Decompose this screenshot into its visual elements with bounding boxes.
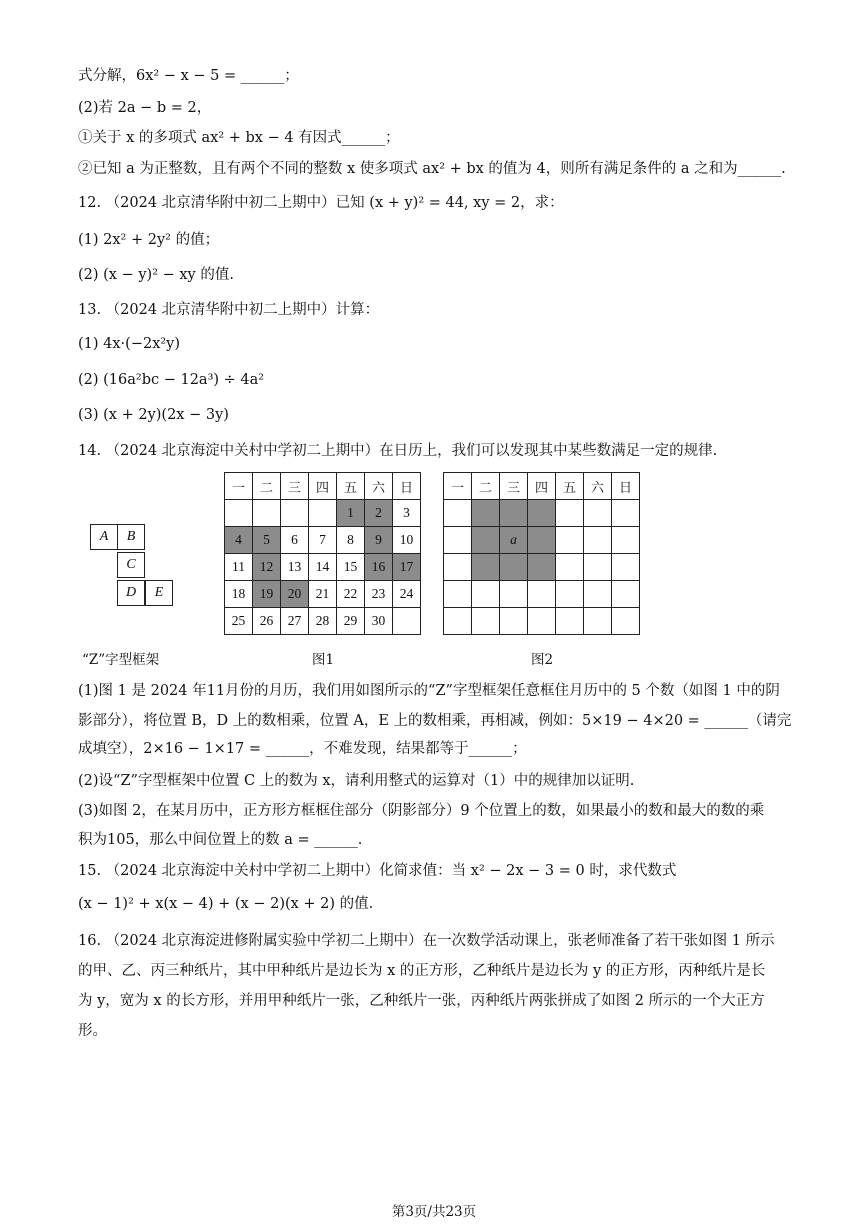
weekday-header: 三 bbox=[500, 473, 528, 500]
weekday-header: 一 bbox=[444, 473, 472, 500]
question-14-part-3-a: (3)如图 2，在某月历中，正方形方框框住部分（阴影部分）9 个位置上的数，如果最小的数和最大的数的乘 bbox=[78, 803, 765, 819]
question-16-a: 16. （2024 北京海淀进修附属实验中学初二上期中）在一次数学活动课上，张老师准备了若干张如图 1 所示 bbox=[78, 933, 775, 949]
z-cell-d: D bbox=[117, 580, 145, 606]
center-cell-a: a bbox=[500, 527, 528, 554]
text-line-3: ①关于 x 的多项式 ax² + bx − 4 有因式______； bbox=[78, 130, 400, 146]
question-16-b: 的甲、乙、丙三种纸片，其中甲种纸片是边长为 x 的正方形，乙种纸片是边长为 y 的正方形，丙种纸片是长 bbox=[78, 963, 766, 979]
day-cell bbox=[444, 608, 472, 635]
day-cell bbox=[584, 554, 612, 581]
question-14-part-1-a: (1)图 1 是 2024 年11月份的月历，我们用如图所示的“Z”字型框架任意框住月历中的 5 个数（如图 1 中的阴 bbox=[78, 683, 780, 699]
question-14: 14. （2024 北京海淀中关村中学初二上期中）在日历上，我们可以发现其中某些数满足一定的规律. bbox=[78, 443, 718, 459]
day-cell bbox=[444, 527, 472, 554]
day-cell bbox=[556, 500, 584, 527]
day-cell-shaded: 5 bbox=[253, 527, 281, 554]
day-cell: 30 bbox=[365, 608, 393, 635]
weekday-header: 五 bbox=[556, 473, 584, 500]
weekday-header: 六 bbox=[365, 473, 393, 500]
weekday-header: 二 bbox=[472, 473, 500, 500]
day-cell-shaded: 19 bbox=[253, 581, 281, 608]
question-14-part-1-c: 成填空），2×16 − 1×17 = ______，不难发现，结果都等于______； bbox=[78, 741, 527, 757]
day-cell bbox=[253, 500, 281, 527]
day-cell bbox=[584, 581, 612, 608]
question-15-b: (x − 1)² + x(x − 4) + (x − 2)(x + 2) 的值. bbox=[78, 896, 374, 912]
day-cell bbox=[612, 554, 640, 581]
day-cell bbox=[472, 581, 500, 608]
weekday-header: 三 bbox=[281, 473, 309, 500]
question-12: 12. （2024 北京清华附中初二上期中）已知 (x + y)² = 44, xy = 2，求： bbox=[78, 195, 564, 211]
question-13-part-3: (3) (x + 2y)(2x − 3y) bbox=[78, 407, 229, 423]
question-13-part-1: (1) 4x·(−2x²y) bbox=[78, 336, 181, 352]
weekday-header: 四 bbox=[309, 473, 337, 500]
day-cell: 14 bbox=[309, 554, 337, 581]
weekday-header: 五 bbox=[337, 473, 365, 500]
day-cell bbox=[556, 554, 584, 581]
day-cell bbox=[584, 527, 612, 554]
day-cell: 11 bbox=[225, 554, 253, 581]
day-cell: 7 bbox=[309, 527, 337, 554]
day-cell: 23 bbox=[365, 581, 393, 608]
day-cell-shaded: 4 bbox=[225, 527, 253, 554]
day-cell-shaded: 20 bbox=[281, 581, 309, 608]
figure-2-calendar bbox=[443, 472, 640, 635]
text-line-1: 式分解，6x² − x − 5 = ______； bbox=[78, 68, 299, 84]
day-cell-shaded: 2 bbox=[365, 500, 393, 527]
day-cell bbox=[444, 554, 472, 581]
day-cell bbox=[584, 500, 612, 527]
day-cell: 6 bbox=[281, 527, 309, 554]
question-13-part-2: (2) (16a²bc − 12a³) ÷ 4a² bbox=[78, 372, 265, 388]
day-cell: 22 bbox=[337, 581, 365, 608]
question-14-part-2: (2)设“Z”字型框架中位置 C 上的数为 x，请利用整式的运算对（1）中的规律加以证明. bbox=[78, 773, 635, 789]
day-cell bbox=[444, 500, 472, 527]
day-cell bbox=[612, 500, 640, 527]
day-cell-shaded bbox=[472, 527, 500, 554]
day-cell: 28 bbox=[309, 608, 337, 635]
question-12-part-2: (2) (x − y)² − xy 的值. bbox=[78, 267, 234, 283]
text-line-2: (2)若 2a − b = 2， bbox=[78, 100, 212, 116]
day-cell: 18 bbox=[225, 581, 253, 608]
day-cell-shaded: 9 bbox=[365, 527, 393, 554]
calendar-row bbox=[444, 608, 640, 635]
weekday-header: 一 bbox=[225, 473, 253, 500]
day-cell-shaded: 17 bbox=[393, 554, 421, 581]
figure-1-calendar bbox=[224, 472, 421, 635]
calendar-header-row bbox=[444, 473, 640, 500]
day-cell bbox=[393, 608, 421, 635]
day-cell bbox=[500, 608, 528, 635]
page-footer: 第3页/共23页 bbox=[391, 1204, 477, 1220]
question-15-a: 15. （2024 北京海淀中关村中学初二上期中）化简求值：当 x² − 2x − 3 = 0 时，求代数式 bbox=[78, 863, 677, 879]
day-cell: 8 bbox=[337, 527, 365, 554]
question-14-part-1-b: 影部分），将位置 B，D 上的数相乘，位置 A，E 上的数相乘，再相减，例如：5×19 − 4×20 = ______（请完 bbox=[78, 713, 792, 729]
day-cell: 10 bbox=[393, 527, 421, 554]
day-cell: 21 bbox=[309, 581, 337, 608]
question-14-part-3-b: 积为105，那么中间位置上的数 a = ______. bbox=[78, 832, 363, 848]
calendar-row bbox=[444, 527, 640, 554]
text-line-4: ②已知 a 为正整数，且有两个不同的整数 x 使多项式 ax² + bx 的值为 4，则所有满足条件的 a 之和为______. bbox=[78, 161, 786, 177]
day-cell: 29 bbox=[337, 608, 365, 635]
day-cell bbox=[472, 608, 500, 635]
z-cell-c: C bbox=[117, 552, 145, 578]
figure-1-caption: 图1 bbox=[312, 652, 335, 668]
day-cell: 3 bbox=[393, 500, 421, 527]
calendar-row bbox=[444, 554, 640, 581]
calendar-row bbox=[444, 500, 640, 527]
weekday-header: 二 bbox=[253, 473, 281, 500]
day-cell-shaded bbox=[500, 554, 528, 581]
day-cell-shaded: 12 bbox=[253, 554, 281, 581]
day-cell bbox=[612, 608, 640, 635]
day-cell: 25 bbox=[225, 608, 253, 635]
question-16-c: 为 y，宽为 x 的长方形，并用甲种纸片一张，乙种纸片一张，丙种纸片两张拼成了如图 2 所示的一个大正方 bbox=[78, 993, 765, 1009]
calendar-row bbox=[225, 527, 421, 554]
day-cell bbox=[612, 581, 640, 608]
question-12-part-1: (1) 2x² + 2y² 的值； bbox=[78, 232, 220, 248]
day-cell bbox=[225, 500, 253, 527]
z-cell-a: A bbox=[90, 524, 118, 550]
calendar-row bbox=[444, 581, 640, 608]
day-cell-shaded bbox=[472, 554, 500, 581]
weekday-header: 日 bbox=[612, 473, 640, 500]
day-cell bbox=[556, 581, 584, 608]
day-cell-shaded bbox=[528, 554, 556, 581]
figure-2-caption: 图2 bbox=[531, 652, 554, 668]
day-cell: 27 bbox=[281, 608, 309, 635]
day-cell: 15 bbox=[337, 554, 365, 581]
calendar-row bbox=[225, 581, 421, 608]
day-cell-shaded: 1 bbox=[337, 500, 365, 527]
day-cell bbox=[309, 500, 337, 527]
day-cell bbox=[556, 527, 584, 554]
z-frame-caption: “Z”字型框架 bbox=[82, 652, 160, 668]
day-cell bbox=[281, 500, 309, 527]
day-cell bbox=[444, 581, 472, 608]
calendar-header-row bbox=[225, 473, 421, 500]
day-cell bbox=[500, 581, 528, 608]
question-16-d: 形。 bbox=[78, 1023, 107, 1039]
day-cell bbox=[528, 608, 556, 635]
day-cell bbox=[528, 581, 556, 608]
weekday-header: 六 bbox=[584, 473, 612, 500]
day-cell-shaded bbox=[472, 500, 500, 527]
calendar-row bbox=[225, 554, 421, 581]
day-cell-shaded bbox=[528, 500, 556, 527]
day-cell: 26 bbox=[253, 608, 281, 635]
weekday-header: 四 bbox=[528, 473, 556, 500]
day-cell: 24 bbox=[393, 581, 421, 608]
calendar-row bbox=[225, 608, 421, 635]
weekday-header: 日 bbox=[393, 473, 421, 500]
calendar-row bbox=[225, 500, 421, 527]
day-cell: 13 bbox=[281, 554, 309, 581]
day-cell bbox=[556, 608, 584, 635]
day-cell bbox=[612, 527, 640, 554]
day-cell-shaded bbox=[500, 500, 528, 527]
z-cell-b: B bbox=[117, 524, 145, 550]
day-cell bbox=[584, 608, 612, 635]
z-cell-e: E bbox=[145, 580, 173, 606]
day-cell-shaded: 16 bbox=[365, 554, 393, 581]
day-cell-shaded bbox=[528, 527, 556, 554]
question-13: 13. （2024 北京清华附中初二上期中）计算： bbox=[78, 302, 380, 318]
